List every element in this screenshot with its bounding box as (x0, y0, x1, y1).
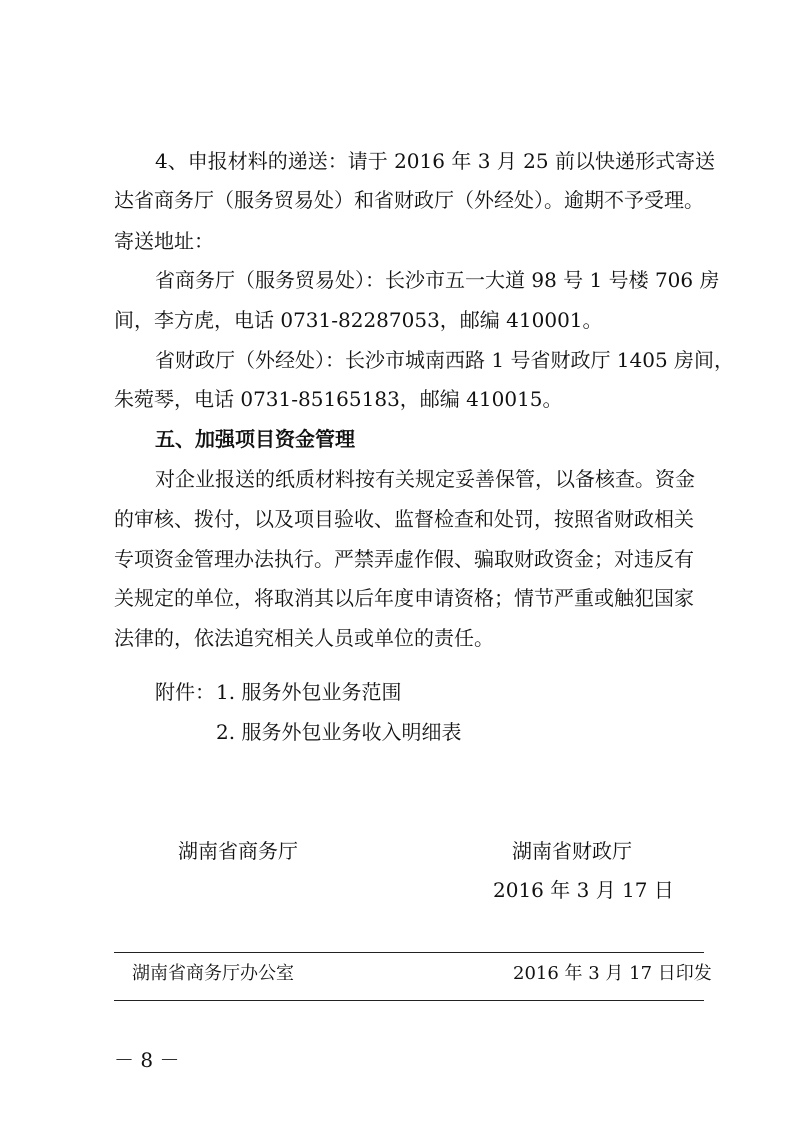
page-number: － 8 － (114, 1048, 180, 1072)
attachment-item-2: 2. 服务外包业务收入明细表 (216, 720, 462, 744)
section-5-line-1: 对企业报送的纸质材料按有关规定妥善保管，以备核查。资金 (155, 467, 695, 491)
address-2-line-2: 朱菀琴，电话 0731-85165183，邮编 410015。 (114, 387, 563, 411)
footer-bottom-rule (114, 1000, 704, 1001)
p4-line-3: 寄送地址： (114, 229, 214, 253)
signature-org-right: 湖南省财政厅 (512, 839, 632, 863)
footer-issued-date: 2016 年 3 月 17 日印发 (513, 963, 712, 984)
section-5-line-5: 法律的，依法追究相关人员或单位的责任。 (114, 626, 494, 650)
address-1-line-2: 间，李方虎，电话 0731-82287053，邮编 410001。 (114, 308, 603, 332)
section-5-line-4: 关规定的单位，将取消其以后年度申请资格；情节严重或触犯国家 (114, 586, 694, 610)
signature-org-left: 湖南省商务厅 (178, 839, 298, 863)
attachments-label: 附件： (155, 680, 215, 704)
section-5-line-3: 专项资金管理办法执行。严禁弄虚作假、骗取财政资金；对违反有 (114, 547, 694, 571)
footer-issuer: 湖南省商务厅办公室 (132, 963, 294, 984)
footer-top-rule (114, 952, 704, 953)
address-2-line-1: 省财政厅（外经处）：长沙市城南西路 1 号省财政厅 1405 房间， (155, 348, 735, 372)
address-1-line-1: 省商务厅（服务贸易处）：长沙市五一大道 98 号 1 号楼 706 房 (155, 268, 720, 292)
p4-line-1: 4、申报材料的递送：请于 2016 年 3 月 25 前以快递形式寄送 (155, 149, 715, 173)
section-5-heading: 五、加强项目资金管理 (155, 427, 355, 451)
attachment-item-1: 1. 服务外包业务范围 (216, 680, 402, 704)
signature-date: 2016 年 3 月 17 日 (493, 878, 674, 902)
p4-line-2: 达省商务厅（服务贸易处）和省财政厅（外经处）。逾期不予受理。 (114, 188, 704, 212)
section-5-line-2: 的审核、拨付，以及项目验收、监督检查和处罚，按照省财政相关 (114, 507, 694, 531)
